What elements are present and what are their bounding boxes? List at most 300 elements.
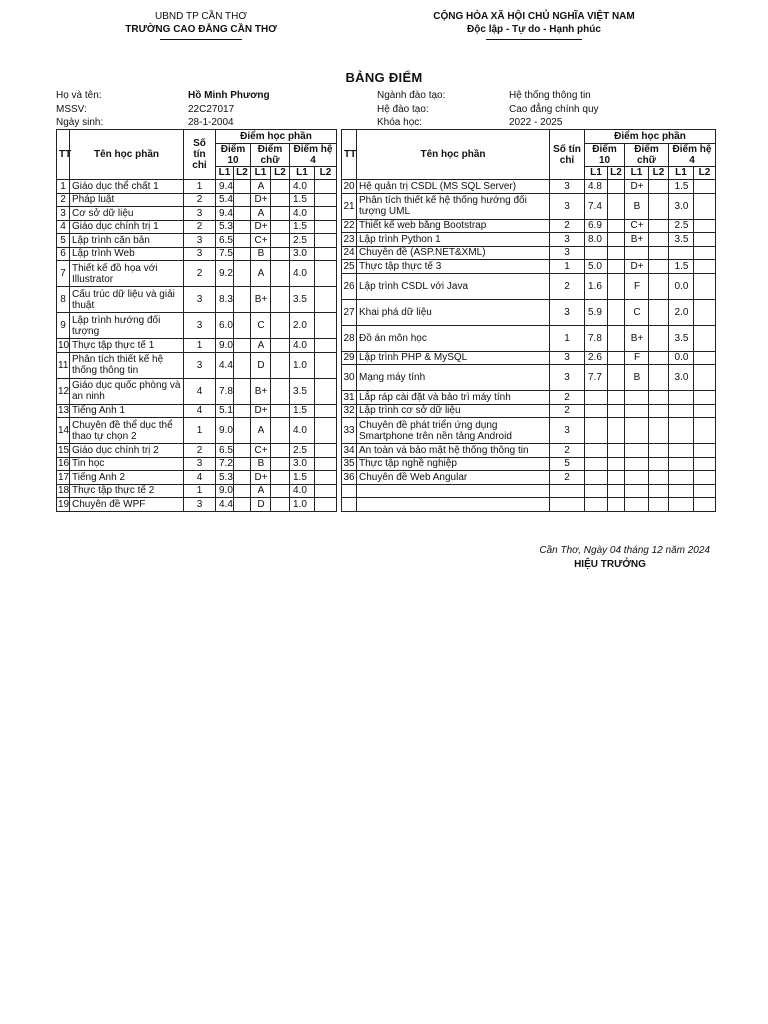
course-name: Tin học xyxy=(70,457,184,471)
major-label: Ngành đào tạo: xyxy=(377,90,446,101)
score10-l2 xyxy=(234,471,251,485)
table-row xyxy=(57,287,337,313)
letter-grade-l2 xyxy=(271,180,290,194)
score10-l1: 7.8 xyxy=(585,325,608,351)
col-header-grades: Điểm học phần xyxy=(585,130,716,144)
table-row xyxy=(57,313,337,339)
score10-l1: 7.5 xyxy=(216,247,234,261)
score10-l1: 1.6 xyxy=(585,273,608,299)
score4-l1: 4.0 xyxy=(290,418,315,444)
course-name: Lập trình CSDL với Java xyxy=(357,273,550,299)
row-number: 4 xyxy=(57,220,70,234)
course-name: Thực tập thực tế 2 xyxy=(70,484,184,498)
score4-l1: 0.0 xyxy=(669,351,694,365)
score10-l2 xyxy=(608,351,625,365)
credits: 2 xyxy=(550,273,585,299)
level-row xyxy=(377,103,717,117)
course-name: Lập trình căn bản xyxy=(70,234,184,248)
score4-l1: 2.0 xyxy=(669,299,694,325)
letter-grade-l2 xyxy=(271,404,290,418)
credits: 3 xyxy=(550,418,585,444)
dob-label: Ngày sinh: xyxy=(56,117,104,128)
score10-l1: 8.0 xyxy=(585,233,608,247)
credits: 4 xyxy=(184,378,216,404)
course-label: Khóa học: xyxy=(377,117,423,128)
issuer-authority: UBND TP CẦN THƠ xyxy=(155,11,247,22)
row-number: 23 xyxy=(343,233,355,245)
table-row xyxy=(342,444,716,458)
table-row xyxy=(342,418,716,444)
table-row xyxy=(342,193,716,219)
letter-grade-l1: B+ xyxy=(625,325,649,351)
national-motto: Độc lập - Tự do - Hạnh phúc xyxy=(467,24,601,35)
col-header-letter: Điểm chữ xyxy=(625,143,669,166)
table-row xyxy=(342,180,716,194)
name-label: Họ và tên: xyxy=(56,90,102,101)
score4-l2 xyxy=(315,287,337,313)
course-name: Thực tập thực tế 3 xyxy=(357,260,550,274)
letter-grade-l2 xyxy=(271,484,290,498)
course-name: Thực tập nghề nghiệp xyxy=(357,457,550,471)
letter-grade-l2 xyxy=(649,444,669,458)
course-name: Mạng máy tính xyxy=(357,365,550,391)
table-row xyxy=(342,351,716,365)
letter-grade-l1 xyxy=(625,484,649,498)
score4-l1: 3.5 xyxy=(669,325,694,351)
col-header-l1: L1 xyxy=(251,166,271,180)
row-number: 7 xyxy=(57,261,70,287)
letter-grade-l2 xyxy=(649,418,669,444)
score10-l2 xyxy=(234,498,251,512)
score4-l2 xyxy=(315,471,337,485)
letter-grade-l1: C+ xyxy=(625,219,649,233)
score4-l1: 4.0 xyxy=(290,261,315,287)
letter-grade-l1: B xyxy=(251,457,271,471)
course-name: Chuyên đề (ASP.NET&XML) xyxy=(357,246,550,260)
table-row xyxy=(57,378,337,404)
score10-l2 xyxy=(234,234,251,248)
score10-l1: 9.4 xyxy=(216,207,234,221)
letter-grade-l1 xyxy=(625,457,649,471)
score10-l2 xyxy=(608,457,625,471)
letter-grade-l2 xyxy=(649,233,669,247)
score4-l2 xyxy=(694,246,716,260)
table-row xyxy=(57,193,337,207)
letter-grade-l1: F xyxy=(625,351,649,365)
letter-grade-l2 xyxy=(271,457,290,471)
credits: 2 xyxy=(550,219,585,233)
course-name: Thực tập thực tế 1 xyxy=(70,339,184,353)
score10-l2 xyxy=(608,233,625,247)
letter-grade-l2 xyxy=(271,378,290,404)
letter-grade-l2 xyxy=(649,260,669,274)
letter-grade-l2 xyxy=(649,193,669,219)
credits: 1 xyxy=(184,484,216,498)
letter-grade-l1: C+ xyxy=(251,444,271,458)
letter-grade-l1: D xyxy=(251,498,271,512)
letter-grade-l1: B xyxy=(251,247,271,261)
letter-grade-l1: B+ xyxy=(251,378,271,404)
score4-l1 xyxy=(669,444,694,458)
row-number: 35 xyxy=(343,458,355,470)
credits: 1 xyxy=(550,325,585,351)
score4-l2 xyxy=(315,339,337,353)
letter-grade-l1: C+ xyxy=(251,234,271,248)
letter-grade-l2 xyxy=(649,457,669,471)
score10-l2 xyxy=(234,418,251,444)
score10-l2 xyxy=(608,299,625,325)
row-number: 22 xyxy=(343,220,355,232)
score4-l1: 1.5 xyxy=(669,180,694,194)
letter-grade-l2 xyxy=(649,246,669,260)
score4-l1: 3.0 xyxy=(290,457,315,471)
issuer-school: TRƯỜNG CAO ĐẲNG CẦN THƠ xyxy=(125,24,277,35)
letter-grade-l1: D+ xyxy=(625,180,649,194)
col-header-l1: L1 xyxy=(216,166,234,180)
letter-grade-l2 xyxy=(649,299,669,325)
table-row xyxy=(342,365,716,391)
col-header-score4: Điểm hệ 4 xyxy=(669,143,716,166)
score10-l1: 2.6 xyxy=(585,351,608,365)
course-name: Lập trình PHP & MySQL xyxy=(357,351,550,365)
score10-l1: 6.9 xyxy=(585,219,608,233)
row-number: 28 xyxy=(342,325,357,351)
score4-l2 xyxy=(694,457,716,471)
row-number: 32 xyxy=(343,405,355,417)
score10-l2 xyxy=(234,193,251,207)
letter-grade-l2 xyxy=(271,444,290,458)
score4-l2 xyxy=(694,273,716,299)
credits: 3 xyxy=(550,299,585,325)
col-header-credits: Số tín chỉ xyxy=(550,130,585,180)
score4-l2 xyxy=(315,220,337,234)
row-number: 36 xyxy=(343,471,355,483)
letter-grade-l2 xyxy=(649,180,669,194)
score4-l2 xyxy=(694,193,716,219)
table-row xyxy=(57,261,337,287)
score4-l2 xyxy=(315,261,337,287)
table-row xyxy=(57,207,337,221)
score4-l1: 4.0 xyxy=(290,207,315,221)
credits: 3 xyxy=(184,498,216,512)
course-name: Lập trình Web xyxy=(70,247,184,261)
table-row xyxy=(342,484,716,498)
letter-grade-l2 xyxy=(649,219,669,233)
letter-grade-l2 xyxy=(271,234,290,248)
score10-l1 xyxy=(585,457,608,471)
signer-title: HIỆU TRƯỞNG xyxy=(574,559,646,570)
credits: 3 xyxy=(550,193,585,219)
score4-l1: 4.0 xyxy=(290,484,315,498)
score10-l2 xyxy=(608,365,625,391)
col-header-letter: Điểm chữ xyxy=(251,143,290,166)
score10-l1: 7.8 xyxy=(216,378,234,404)
row-number: 3 xyxy=(57,207,70,221)
score10-l2 xyxy=(234,247,251,261)
national-header xyxy=(404,10,664,40)
score10-l2 xyxy=(234,404,251,418)
course-name: Giáo dục chính trị 1 xyxy=(70,220,184,234)
document-title: BẢNG ĐIỂM xyxy=(345,70,423,85)
col-header-l2: L2 xyxy=(315,166,337,180)
letter-grade-l1: D+ xyxy=(251,404,271,418)
col-header-l2: L2 xyxy=(271,166,290,180)
score4-l2 xyxy=(694,391,716,405)
score10-l2 xyxy=(608,260,625,274)
score10-l1: 5.1 xyxy=(216,404,234,418)
table-row xyxy=(57,444,337,458)
col-header-course: Tên học phần xyxy=(70,130,184,180)
score10-l1: 5.3 xyxy=(216,220,234,234)
score10-l1 xyxy=(585,391,608,405)
col-header-l2: L2 xyxy=(608,166,625,180)
table-row xyxy=(57,352,337,378)
score4-l1 xyxy=(669,404,694,418)
score4-l1 xyxy=(669,418,694,444)
letter-grade-l1: D+ xyxy=(251,471,271,485)
score4-l1: 4.0 xyxy=(290,180,315,194)
table-row xyxy=(342,273,716,299)
credits: 5 xyxy=(550,457,585,471)
letter-grade-l1: D+ xyxy=(625,260,649,274)
course-name xyxy=(357,484,550,498)
course-name: Tiếng Anh 2 xyxy=(70,471,184,485)
score10-l2 xyxy=(608,273,625,299)
row-number: 31 xyxy=(343,391,355,403)
letter-grade-l2 xyxy=(271,193,290,207)
letter-grade-l1: A xyxy=(251,418,271,444)
score10-l1 xyxy=(585,444,608,458)
course-name: Lập trình Python 1 xyxy=(357,233,550,247)
score10-l2 xyxy=(234,352,251,378)
letter-grade-l2 xyxy=(271,220,290,234)
score10-l2 xyxy=(234,378,251,404)
id-row xyxy=(56,103,336,117)
course-name: Thiết kế đồ họa với Illustrator xyxy=(70,261,184,287)
score10-l2 xyxy=(234,339,251,353)
score10-l1: 4.8 xyxy=(585,180,608,194)
score10-l1: 7.4 xyxy=(585,193,608,219)
name-row xyxy=(56,89,336,103)
letter-grade-l2 xyxy=(649,484,669,498)
score10-l2 xyxy=(234,444,251,458)
table-row xyxy=(57,484,337,498)
row-number: 9 xyxy=(57,313,70,339)
col-header-l1: L1 xyxy=(625,166,649,180)
course-name: Hệ quản trị CSDL (MS SQL Server) xyxy=(357,180,550,194)
credits: 3 xyxy=(184,352,216,378)
credits: 1 xyxy=(184,418,216,444)
score10-l2 xyxy=(608,219,625,233)
row-number: 14 xyxy=(57,418,70,444)
score4-l2 xyxy=(315,444,337,458)
credits: 3 xyxy=(184,287,216,313)
letter-grade-l2 xyxy=(271,339,290,353)
letter-grade-l2 xyxy=(271,287,290,313)
col-header-score10: Điểm 10 xyxy=(216,143,251,166)
score4-l2 xyxy=(694,219,716,233)
score10-l1: 9.4 xyxy=(216,180,234,194)
score4-l1 xyxy=(669,484,694,498)
credits: 2 xyxy=(184,444,216,458)
letter-grade-l1: C xyxy=(251,313,271,339)
row-number: 17 xyxy=(58,471,70,483)
course-name: Cơ sở dữ liệu xyxy=(70,207,184,221)
score4-l2 xyxy=(315,234,337,248)
row-number: 24 xyxy=(343,247,355,259)
letter-grade-l2 xyxy=(271,261,290,287)
score4-l1: 1.0 xyxy=(290,352,315,378)
letter-grade-l1: D xyxy=(251,352,271,378)
score10-l1 xyxy=(585,418,608,444)
col-header-l2: L2 xyxy=(649,166,669,180)
table-row xyxy=(342,498,716,512)
letter-grade-l1: A xyxy=(251,484,271,498)
score4-l1: 2.5 xyxy=(290,444,315,458)
grades-table-left xyxy=(56,129,337,512)
score10-l2 xyxy=(608,471,625,485)
grades-body-right xyxy=(342,180,716,512)
student-level: Cao đẳng chính quy xyxy=(509,103,599,115)
letter-grade-l1: B xyxy=(625,193,649,219)
score10-l1: 5.4 xyxy=(216,193,234,207)
row-number: 15 xyxy=(58,444,70,456)
col-header-l1: L1 xyxy=(669,166,694,180)
score10-l2 xyxy=(608,391,625,405)
score4-l2 xyxy=(315,498,337,512)
letter-grade-l1 xyxy=(625,404,649,418)
student-id: 22C27017 xyxy=(188,103,235,115)
letter-grade-l2 xyxy=(649,471,669,485)
course-name: Đồ án môn học xyxy=(357,325,550,351)
letter-grade-l2 xyxy=(649,498,669,512)
letter-grade-l2 xyxy=(649,404,669,418)
score10-l2 xyxy=(234,484,251,498)
score4-l2 xyxy=(315,193,337,207)
row-number: 33 xyxy=(342,418,357,444)
credits xyxy=(550,484,585,498)
table-row xyxy=(342,260,716,274)
course-name: Pháp luật xyxy=(70,193,184,207)
col-header-l1: L1 xyxy=(290,166,315,180)
col-header-l2: L2 xyxy=(694,166,716,180)
row-number: 25 xyxy=(343,260,355,272)
letter-grade-l1: A xyxy=(251,339,271,353)
score10-l2 xyxy=(608,484,625,498)
course-name xyxy=(357,498,550,512)
table-row xyxy=(57,404,337,418)
score4-l2 xyxy=(694,180,716,194)
row-number: 5 xyxy=(57,234,70,248)
score4-l2 xyxy=(694,325,716,351)
letter-grade-l1 xyxy=(625,418,649,444)
student-info-left xyxy=(56,89,336,130)
letter-grade-l1: A xyxy=(251,180,271,194)
letter-grade-l1 xyxy=(625,444,649,458)
table-row xyxy=(57,457,337,471)
score4-l2 xyxy=(315,247,337,261)
score4-l2 xyxy=(694,260,716,274)
course-name: Chuyên đề phát triển ứng dụng Smartphone trên nền tảng Android xyxy=(357,418,550,444)
table-row xyxy=(342,246,716,260)
row-number: 1 xyxy=(57,180,70,194)
score10-l2 xyxy=(234,207,251,221)
score10-l2 xyxy=(608,180,625,194)
credits: 1 xyxy=(184,339,216,353)
credits: 3 xyxy=(550,233,585,247)
letter-grade-l2 xyxy=(649,325,669,351)
score4-l1 xyxy=(669,471,694,485)
score10-l2 xyxy=(234,261,251,287)
course-name: Khai phá dữ liệu xyxy=(357,299,550,325)
letter-grade-l1 xyxy=(625,498,649,512)
score10-l1: 9.2 xyxy=(216,261,234,287)
col-header-tt: TT xyxy=(342,130,357,180)
grades-body-left xyxy=(57,180,337,512)
score4-l1: 3.5 xyxy=(290,378,315,404)
score4-l1: 3.5 xyxy=(669,233,694,247)
grades-table-right xyxy=(341,129,716,512)
credits: 1 xyxy=(550,260,585,274)
score4-l2 xyxy=(694,471,716,485)
major-row xyxy=(377,89,717,103)
row-number xyxy=(342,498,357,512)
table-row xyxy=(342,404,716,418)
score4-l1: 0.0 xyxy=(669,273,694,299)
letter-grade-l1: A xyxy=(251,207,271,221)
score10-l2 xyxy=(608,325,625,351)
score10-l1 xyxy=(585,471,608,485)
score4-l1: 3.5 xyxy=(290,287,315,313)
credits: 2 xyxy=(550,471,585,485)
row-number: 26 xyxy=(342,273,357,299)
score4-l2 xyxy=(315,313,337,339)
course-name: Chuyên đề WPF xyxy=(70,498,184,512)
credits: 4 xyxy=(184,471,216,485)
score10-l2 xyxy=(608,193,625,219)
score10-l1: 4.4 xyxy=(216,498,234,512)
score10-l1: 5.3 xyxy=(216,471,234,485)
score4-l1: 3.0 xyxy=(669,193,694,219)
table-row xyxy=(57,339,337,353)
score4-l2 xyxy=(694,444,716,458)
score4-l1: 1.5 xyxy=(290,404,315,418)
table-row xyxy=(57,180,337,194)
credits: 2 xyxy=(184,220,216,234)
score10-l2 xyxy=(608,498,625,512)
credits: 2 xyxy=(550,404,585,418)
letter-grade-l1 xyxy=(625,246,649,260)
credits: 2 xyxy=(184,261,216,287)
col-header-credits: Số tín chỉ xyxy=(184,130,216,180)
id-label: MSSV: xyxy=(56,103,87,115)
course-name: Thiết kế web bằng Bootstrap xyxy=(357,219,550,233)
table-row xyxy=(57,418,337,444)
letter-grade-l2 xyxy=(649,391,669,405)
row-number: 29 xyxy=(343,352,355,364)
letter-grade-l2 xyxy=(271,471,290,485)
student-info-right xyxy=(377,89,717,130)
letter-grade-l1: A xyxy=(251,261,271,287)
course-name: Giáo dục chính trị 2 xyxy=(70,444,184,458)
row-number: 34 xyxy=(343,444,355,456)
score4-l2 xyxy=(694,418,716,444)
course-name: Phân tích thiết kế hệ thống hướng đối tượng UML xyxy=(357,193,550,219)
row-number: 2 xyxy=(57,193,70,207)
issuer-underline xyxy=(160,39,242,40)
course-name: Lập trình cơ sở dữ liệu xyxy=(357,404,550,418)
col-header-tt: TT xyxy=(57,130,70,180)
